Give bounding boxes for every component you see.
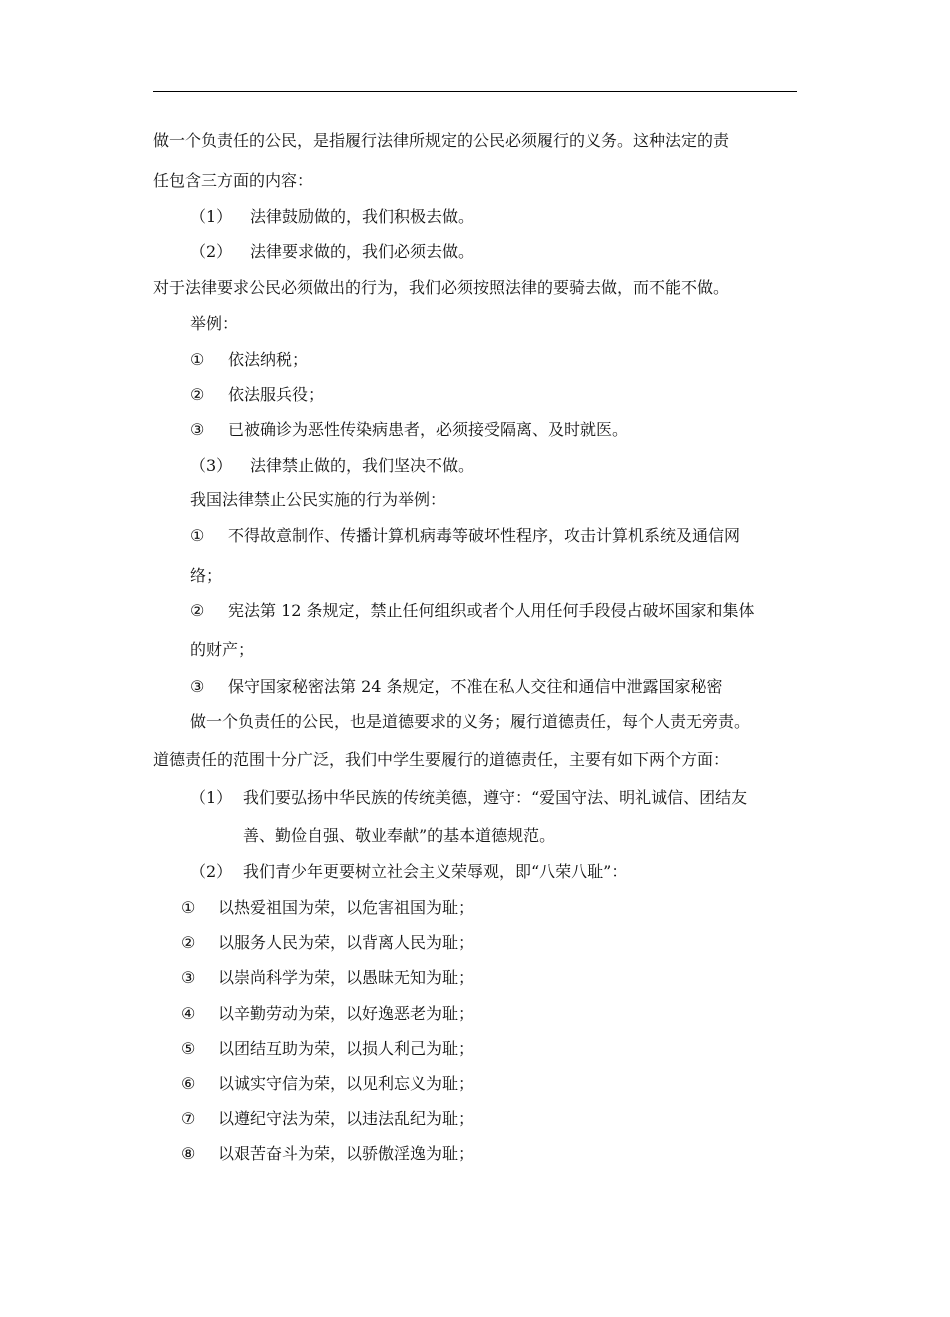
list-item-text: 以辛勤劳动为荣，以好逸恶老为耻； (218, 1004, 475, 1023)
list-item (190, 420, 790, 440)
list-marker: ① (190, 526, 205, 545)
honor-item (181, 968, 681, 988)
moral-item (190, 862, 800, 882)
list-item-text: 不得故意制作、传播计算机病毒等破坏性程序，攻击计算机系统及通信网 (228, 526, 741, 545)
list-item-text: 以团结互助为荣，以损人利己为耻； (218, 1039, 475, 1058)
prohibited-heading: 我国法律禁止公民实施的行为举例： (190, 490, 447, 509)
header-rule (153, 91, 797, 92)
example-heading: 举例： (190, 314, 239, 333)
honor-item (181, 1039, 681, 1059)
list-marker: ④ (181, 1004, 196, 1023)
list-marker: （2） (190, 862, 233, 881)
intro-line-1: 做一个负责任的公民，是指履行法律所规定的公民必须履行的义务。这种法定的责 (153, 131, 730, 150)
moral-line-1: 做一个负责任的公民，也是道德要求的义务；履行道德责任，每个人责无旁责。 (190, 712, 751, 731)
list-item-text: 法律禁止做的，我们坚决不做。 (250, 456, 475, 475)
list-marker: ③ (181, 968, 196, 987)
list-item-text: 法律鼓励做的，我们积极去做。 (250, 207, 475, 226)
list-marker: ② (190, 385, 205, 404)
list-marker: （3） (190, 456, 233, 475)
moral-line-2: 道德责任的范围十分广泛，我们中学生要履行的道德责任，主要有如下两个方面： (153, 750, 730, 769)
legal-item (190, 242, 790, 262)
list-marker: ⑤ (181, 1039, 196, 1058)
list-item (190, 601, 800, 621)
list-item (190, 526, 800, 546)
list-marker: （1） (190, 207, 233, 226)
list-item-text: 以艰苦奋斗为荣，以骄傲淫逸为耻； (218, 1144, 475, 1163)
list-item-text: 以服务人民为荣，以背离人民为耻； (218, 933, 475, 952)
honor-item (181, 1144, 681, 1164)
list-item-text: 法律要求做的，我们必须去做。 (250, 242, 475, 261)
required-note: 对于法律要求公民必须做出的行为，我们必须按照法律的要骑去做，而不能不做。 (153, 278, 730, 297)
moral-item (190, 788, 800, 808)
list-item (190, 350, 790, 370)
list-marker: ② (181, 933, 196, 952)
list-item-text: 依法服兵役； (228, 385, 325, 404)
legal-item (190, 456, 790, 476)
list-item-text: 已被确诊为恶性传染病患者，必须接受隔离、及时就医。 (228, 420, 629, 439)
list-marker: ① (181, 898, 196, 917)
list-marker: ⑦ (181, 1109, 196, 1128)
list-item-text: 我们青少年更要树立社会主义荣辱观，即“八荣八耻”： (243, 862, 628, 881)
list-marker: ③ (190, 677, 205, 696)
list-item-text: 保守国家秘密法第 24 条规定，不准在私人交往和通信中泄露国家秘密 (228, 677, 723, 696)
list-item-text: 以崇尚科学为荣，以愚昧无知为耻； (218, 968, 475, 987)
list-item-continuation: 的财产； (190, 640, 255, 659)
moral-item-continuation: 善、勤俭自强、敬业奉献”的基本道德规范。 (243, 826, 556, 845)
list-item (190, 385, 790, 405)
list-item-text: 我们要弘扬中华民族的传统美德，遵守：“爱国守法、明礼诚信、团结友 (243, 788, 748, 807)
list-marker: ① (190, 350, 205, 369)
list-marker: ⑧ (181, 1144, 196, 1163)
list-item-continuation: 络； (190, 566, 223, 585)
list-marker: ② (190, 601, 205, 620)
honor-item (181, 1109, 681, 1129)
list-item-text: 依法纳税； (228, 350, 309, 369)
honor-item (181, 1004, 681, 1024)
list-item-text: 以诚实守信为荣，以见利忘义为耻； (218, 1074, 475, 1093)
list-marker: （2） (190, 242, 233, 261)
list-item-text: 以热爱祖国为荣，以危害祖国为耻； (218, 898, 475, 917)
honor-item (181, 933, 681, 953)
list-item-text: 宪法第 12 条规定，禁止任何组织或者个人用任何手段侵占破坏国家和集体 (228, 601, 755, 620)
list-marker: ⑥ (181, 1074, 196, 1093)
legal-item (190, 207, 790, 227)
list-item (190, 677, 800, 697)
honor-item (181, 1074, 681, 1094)
intro-line-2: 任包含三方面的内容： (153, 171, 314, 190)
list-marker: ③ (190, 420, 205, 439)
list-marker: （1） (190, 788, 233, 807)
list-item-text: 以遵纪守法为荣，以违法乱纪为耻； (218, 1109, 475, 1128)
honor-item (181, 898, 681, 918)
